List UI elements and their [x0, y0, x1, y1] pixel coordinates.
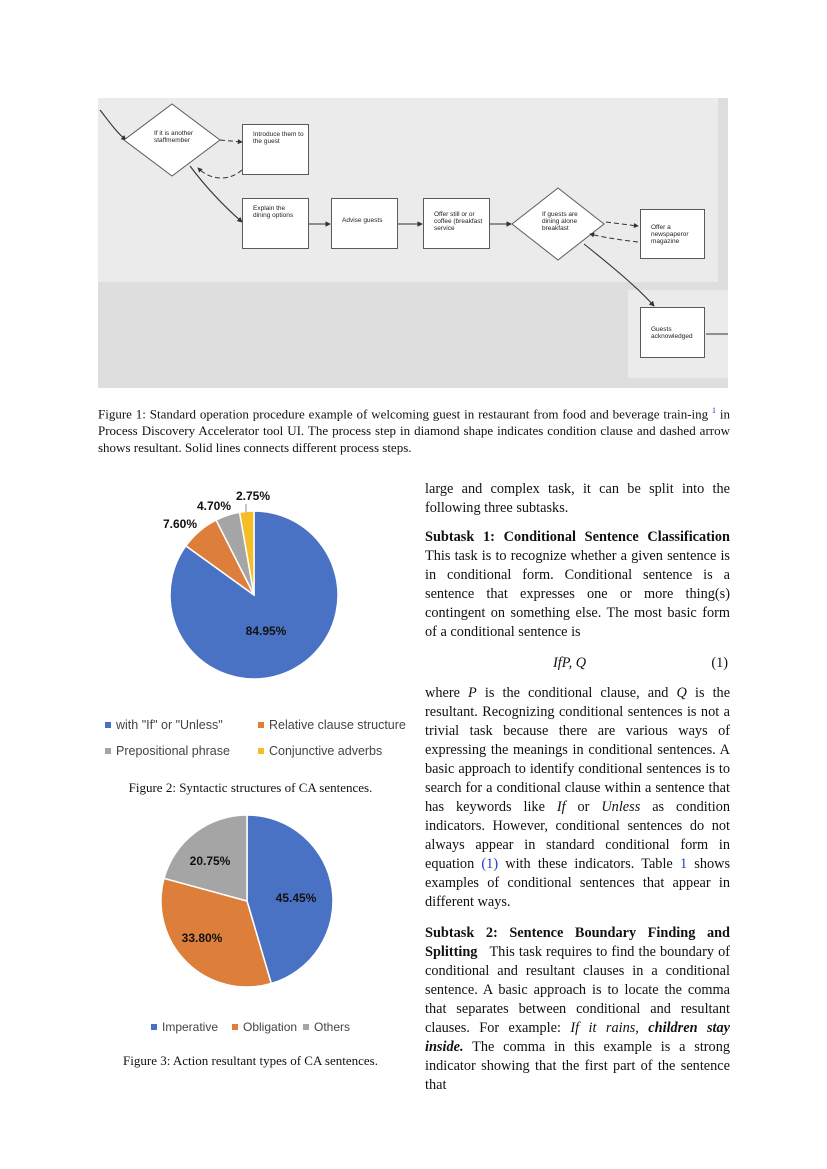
- diamond2-label: If guests are dining alone breakfast: [542, 211, 578, 232]
- step-newspaper-label: Offer a newspaperor magazine: [651, 224, 689, 245]
- equation-ref-link[interactable]: (1): [481, 856, 499, 872]
- right-column: [425, 480, 730, 1095]
- text-run: where: [425, 685, 460, 701]
- equation: IfP, Q: [553, 655, 587, 671]
- resultant-edge-2: [606, 222, 638, 226]
- legend-item-if-unless: [105, 718, 223, 732]
- equation-row: [425, 652, 730, 676]
- legend-label: Obligation: [243, 1020, 298, 1034]
- resultant-edge-1: [220, 140, 242, 142]
- step-acknowledged: [640, 307, 705, 358]
- legend-item-conjunctive: [258, 744, 382, 758]
- step-advise-label: Advise guests: [342, 217, 383, 224]
- resultant-return-2: [590, 234, 638, 242]
- text-run: is the resultant. Recognizing conditional sentences is not a trivial task because there are various ways of expressing the meanings in conditional sentences. A basic approach to identify conditional sentences is to search for a conditional clause within a sentence that has keywords like: [425, 685, 731, 815]
- text-run: The comma in this example is a strong indicator showing that the first part of the sentence that: [425, 1039, 731, 1093]
- legend-swatch: [258, 722, 264, 728]
- text-run: shows examples of conditional sentences that appear in different ways.: [425, 856, 731, 910]
- legend-label: with "If" or "Unless": [116, 718, 223, 732]
- legend-swatch: [232, 1024, 238, 1030]
- example-resultant: children stay inside.: [425, 1020, 730, 1055]
- edge-to-explain: [190, 166, 242, 222]
- subtask2-paragraph: [425, 924, 730, 1095]
- subtask1-body: This task is to recognize whether a given sentence is in conditional form. Conditional sentence is a sentence that expresses one or more thing(s) contingent on something else. The most basic form of a conditional sentence is: [425, 548, 730, 640]
- data-label: 33.80%: [181, 931, 223, 945]
- legend-swatch: [258, 748, 264, 754]
- pie1-legend: [98, 714, 418, 764]
- data-label: 84.95%: [245, 624, 287, 638]
- legend-item-relative: [258, 718, 406, 732]
- step-newspaper: [640, 209, 705, 259]
- legend-label: Others: [314, 1020, 351, 1034]
- example-conditional: If it rains,: [570, 1020, 639, 1036]
- legend-swatch: [105, 722, 111, 728]
- pie-chart-action: [98, 810, 403, 995]
- data-label: 7.60%: [162, 517, 198, 531]
- legend-label: Prepositional phrase: [116, 744, 230, 758]
- footnote-marker[interactable]: 1: [712, 406, 717, 415]
- conditional-paragraph: [425, 684, 730, 912]
- step-introduce-label: Introduce them to the guest: [253, 131, 304, 145]
- resultant-return-1: [198, 168, 242, 178]
- step-acknowledged-label: Guests acknowledged: [651, 326, 693, 340]
- data-label: 4.70%: [196, 499, 232, 513]
- data-label: 45.45%: [275, 891, 317, 905]
- subtask1-paragraph: [425, 528, 730, 642]
- text-run: as condition indicators. However, conditional sentences do not always appear in standard conditional form in equation: [425, 799, 731, 872]
- process-diagram: [98, 98, 728, 388]
- legend-swatch: [151, 1024, 157, 1030]
- subtask2-heading: Subtask 2: Sentence Boundary Finding and Splitting: [425, 925, 730, 960]
- var-p: P: [468, 685, 477, 701]
- step-advise: [331, 198, 398, 249]
- step-offer: [423, 198, 490, 249]
- subtask1-heading: Subtask 1: Conditional Sentence Classification: [425, 529, 730, 545]
- var-q: Q: [676, 685, 687, 701]
- intro-paragraph: large and complex task, it can be split into the following three subtasks.: [425, 481, 730, 516]
- table-ref-link[interactable]: 1: [679, 856, 688, 872]
- keyword-unless: Unless: [601, 799, 641, 815]
- text-run: or: [577, 799, 590, 815]
- legend-item-prepositional: [105, 744, 230, 758]
- step-explain: [242, 198, 309, 249]
- legend-item-imperative: [151, 1020, 218, 1034]
- figure1-caption: [98, 402, 730, 456]
- legend-item-obligation: [232, 1020, 297, 1034]
- figure1-caption-text-b: in Process Discovery Accelerator tool UI. The process step in diamond shape indicates condition clause and dashed arrow shows resultant. Solid lines connects different process steps.: [98, 406, 731, 456]
- pie2-legend: [98, 1020, 403, 1038]
- step-offer-label: Offer still or or coffee (breakfast service: [434, 211, 483, 232]
- data-label: 2.75%: [235, 489, 271, 503]
- keyword-if: If: [556, 799, 566, 815]
- diamond1-label: If it is another staffmember: [154, 130, 194, 144]
- figure1-caption-text-a: Figure 1: Standard operation procedure example of welcoming guest in restaurant from food and beverage train-ing: [98, 406, 709, 422]
- text-run: with these indicators. Table: [505, 856, 673, 872]
- figure3-caption: Figure 3: Action resultant types of CA sentences.: [123, 1053, 378, 1068]
- legend-swatch: [303, 1024, 309, 1030]
- text-run: is the conditional clause, and: [484, 685, 669, 701]
- pie-chart-syntactic: [98, 482, 418, 692]
- equation-number: (1): [711, 655, 728, 671]
- incoming-edge: [100, 110, 126, 140]
- data-label: 20.75%: [189, 854, 231, 868]
- legend-label: Imperative: [162, 1020, 219, 1034]
- legend-label: Relative clause structure: [269, 718, 406, 732]
- figure2-caption: Figure 2: Syntactic structures of CA sentences.: [128, 780, 373, 795]
- legend-swatch: [105, 748, 111, 754]
- step-explain-label: Explain the dining options: [253, 205, 294, 219]
- step-introduce: [242, 124, 309, 175]
- text-run: This task requires to find the boundary of conditional and resultant clauses in a conditional sentence. A basic approach is to locate the comma that separates between conditional and resultant clauses. For example:: [425, 944, 730, 1036]
- legend-item-others: [303, 1020, 350, 1034]
- legend-label: Conjunctive adverbs: [269, 744, 383, 758]
